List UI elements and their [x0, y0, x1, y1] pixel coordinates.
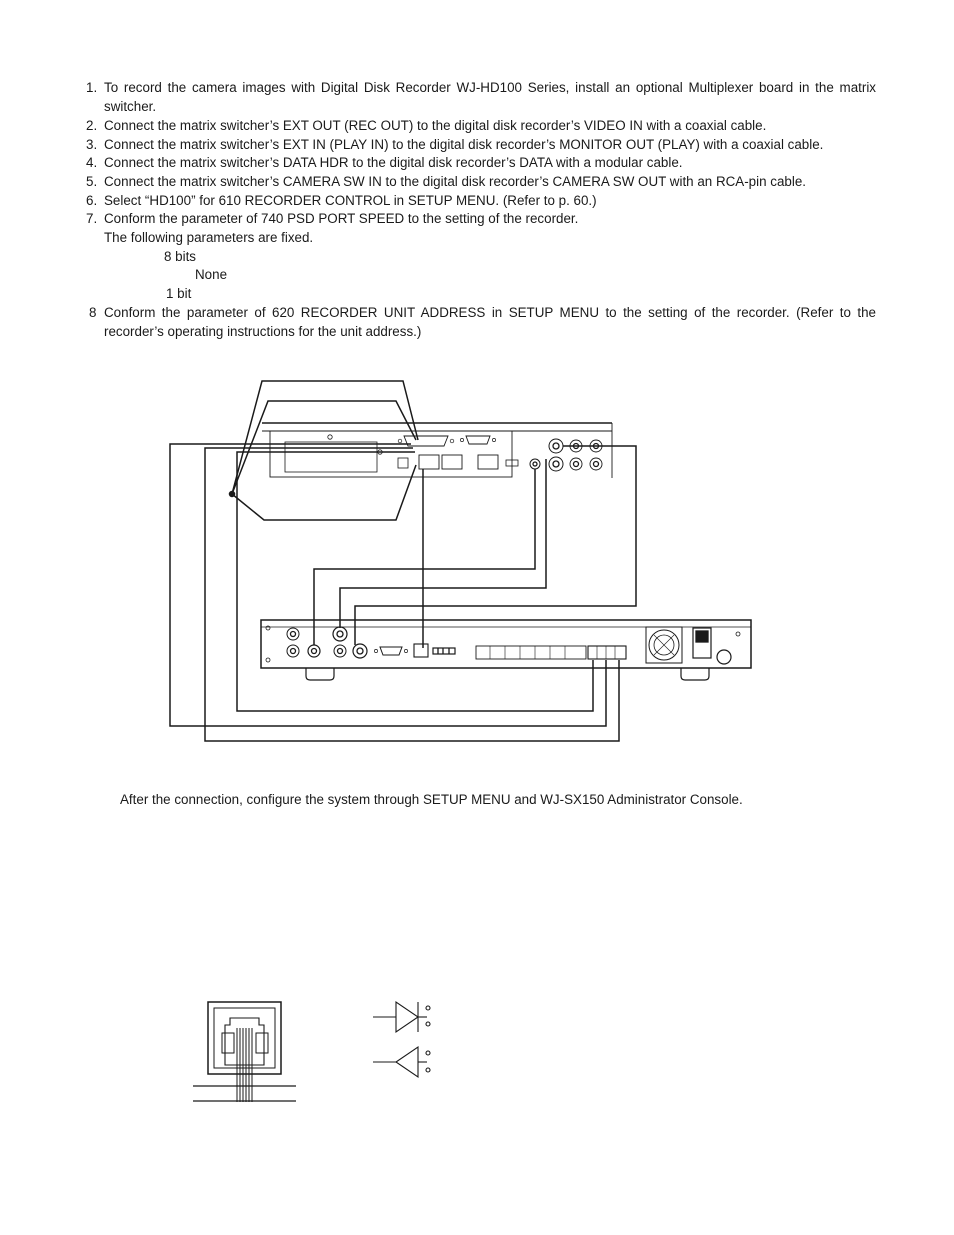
connection-cables [170, 444, 636, 741]
cable-control [237, 452, 593, 711]
stop-bit-value: 1 bit [166, 286, 192, 301]
data-bits-value: 8 bits [164, 249, 197, 264]
step-number: 8 [89, 305, 97, 320]
matrix-switcher-rear-panel [262, 423, 612, 478]
step-text: Connect the matrix switcher’s EXT OUT (REC OUT) to the digital disk recorder’s VIDEO IN with a coaxial cable. [104, 118, 767, 133]
cable-camera-sw [205, 448, 619, 741]
parity-value: None [195, 267, 228, 282]
step-text: Conform the parameter of 740 PSD PORT SPEED to the setting of the recorder. [104, 211, 579, 226]
step-text: Connect the matrix switcher’s CAMERA SW IN to the digital disk recorder’s CAMERA SW OUT with an RCA-pin cable. [104, 174, 807, 189]
line-driver-symbol [373, 1002, 430, 1032]
step-number: 6. [86, 193, 98, 208]
step-text: To record the camera images with Digital Disk Recorder WJ-HD100 Series, install an optional Multiplexer board in the matrix switcher. [104, 80, 876, 114]
disk-recorder-rear-panel [261, 620, 751, 680]
step-text: Select “HD100” for 610 RECORDER CONTROL in SETUP MENU. (Refer to p. 60.) [104, 193, 597, 208]
step-number: 1. [86, 80, 98, 95]
cable-monitor-out [355, 446, 636, 645]
step-number: 2. [86, 118, 98, 133]
modular-jack-illustration [193, 1002, 296, 1102]
step-number: 5. [86, 174, 98, 189]
step-number: 4. [86, 155, 98, 170]
cable-ext-in [340, 459, 546, 628]
step-text: Connect the matrix switcher’s EXT IN (PLAY IN) to the digital disk recorder’s MONITOR OUT (PLAY) with a coaxial cable. [104, 137, 824, 152]
step-text: Conform the parameter of 620 RECORDER UNIT ADDRESS in SETUP MENU to the setting of the recorder. (Refer to the recorder’s operating instructions for the unit address.) [104, 305, 876, 339]
line-receiver-symbol [373, 1047, 430, 1077]
step-text: Connect the matrix switcher’s DATA HDR to the digital disk recorder’s DATA with a modular cable. [104, 155, 683, 170]
after-connection-note: After the connection, configure the system through SETUP MENU and WJ-SX150 Administrator Console. [120, 792, 743, 807]
fixed-params-intro: The following parameters are fixed. [104, 230, 314, 245]
zoom-callout-frame [230, 381, 419, 520]
cable-ext-out [314, 469, 535, 645]
step-number: 3. [86, 137, 98, 152]
step-number: 7. [86, 211, 98, 226]
